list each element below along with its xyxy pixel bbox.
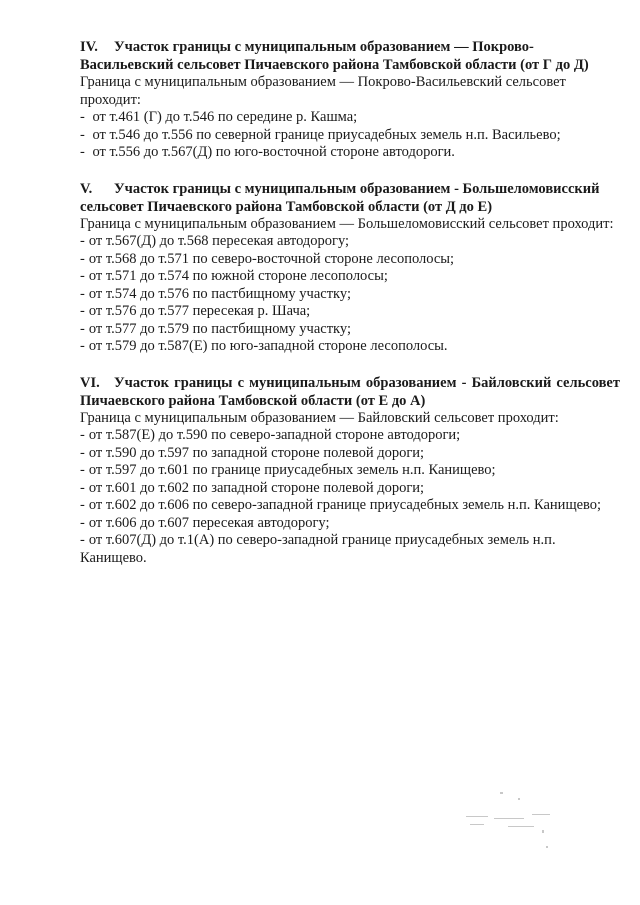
scan-artifact [460,790,580,850]
section-number: VI. [80,374,100,391]
section-intro: Граница с муниципальным образованием — Покрово-Васильевский сельсовет проходит: [80,74,566,108]
section-title: Участок границы с муниципальным образованием — Покрово-Васильевский сельсовет Пичаевского района Тамбовской области (от Г до Д) [80,39,589,73]
list-item: - от т.556 до т.567(Д) по юго-восточной стороне автодороги. [80,144,455,160]
list-item: - от т.601 до т.602 по западной стороне полевой дороги; [80,479,425,496]
section-number: IV. [80,39,98,55]
list-item: - от т.597 до т.601 по границе приусадебных земель н.п. Канищево; [80,462,496,478]
list-item: - от т.461 (Г) до т.546 по середине р. Кашма; [80,109,358,125]
section-v [80,180,620,356]
list-item: - от т.546 до т.556 по северной границе приусадебных земель н.п. Васильево; [80,126,561,143]
section-heading [80,374,620,410]
list-item: - от т.606 до т.607 пересекая автодорогу; [80,514,330,531]
section-intro: Граница с муниципальным образованием — Большеломовисский сельсовет проходит: [80,215,614,232]
list-item: - от т.579 до т.587(Е) по юго-западной стороне лесополосы. [80,338,448,354]
section-vi [80,374,620,568]
list-item: - от т.607(Д) до т.1(А) по северо-западной границе приусадебных земель н.п. Канищево. [80,532,556,566]
section-intro: Граница с муниципальным образованием — Байловский сельсовет проходит: [80,409,559,426]
list-item: - от т.590 до т.597 по западной стороне полевой дороги; [80,444,425,461]
list-item: - от т.576 до т.577 пересекая р. Шача; [80,303,311,319]
list-item: - от т.567(Д) до т.568 пересекая автодорогу; [80,233,350,249]
list-item: - от т.577 до т.579 по пастбищному участку; [80,320,351,337]
section-number: V. [80,180,93,197]
section-heading [80,38,620,74]
list-item: - от т.574 до т.576 по пастбищному участку; [80,285,351,302]
section-title: Участок границы с муниципальным образованием - Байловский сельсовет Пичаевского района Тамбовской области (от Е до А) [80,374,620,409]
list-item: - от т.587(Е) до т.590 по северо-западной стороне автодороги; [80,427,461,443]
section-title: Участок границы с муниципальным образованием - Большеломовисский сельсовет Пичаевского района Тамбовской области (от Д до Е) [80,180,600,215]
list-item: - от т.602 до т.606 по северо-западной границе приусадебных земель н.п. Канищево; [80,497,602,513]
list-item: - от т.571 до т.574 по южной стороне лесополосы; [80,268,388,284]
section-iv [80,38,620,162]
section-heading [80,180,620,216]
list-item: - от т.568 до т.571 по северо-восточной стороне лесополосы; [80,250,455,267]
document-page [80,38,620,585]
